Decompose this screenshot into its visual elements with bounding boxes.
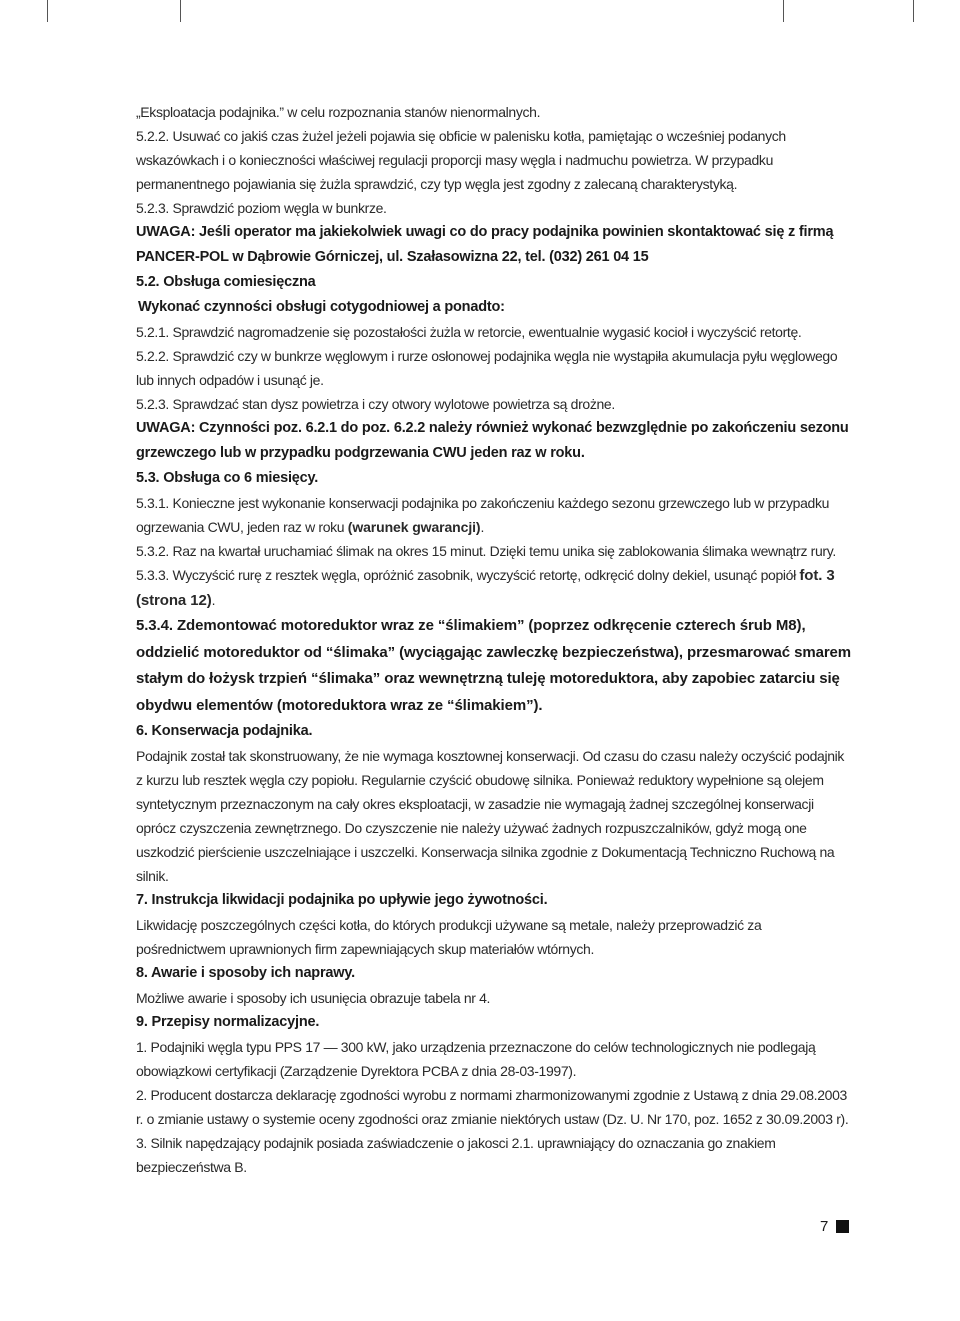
paragraph-5-3-2: 5.3.2. Raz na kwartał uruchamiać ślimak na okres 15 minut. Dzięki temu unika się zablokowania ślimaka wewnątrz rury.: [136, 543, 836, 559]
heading-8: 8. Awarie i sposoby ich naprawy.: [136, 965, 355, 981]
warranty-note: (warunek gwarancji): [347, 519, 481, 535]
crop-mark-left-outer: [47, 0, 48, 22]
document-body: [136, 100, 854, 1179]
paragraph-5-2-1b: 5.2.1. Sprawdzić nagromadzenie się pozostałości żużla w retorcie, ewentualnie wygasić kocioł i wyczyścić retortę.: [136, 324, 802, 340]
page-footer: [820, 1218, 849, 1235]
paragraph-5-3-3: [136, 563, 854, 613]
heading-9: 9. Przepisy normalizacyjne.: [136, 1014, 320, 1030]
paragraph-5-3-4: 5.3.4. Zdemontować motoreduktor wraz ze “ślimakiem” (poprzez odkręcenie czterech śrub M8), oddzielić motoreduktor od “ślimaka” (wyciągając zawleczkę bezpieczeństwa), przesmarować smarem stałym do łożysk trzpień “ślimaka” oraz wewnętrzną tuleję motoreduktora, aby zapobiec zatarciu się obydwu elementów (motoreduktora wraz ze “ślimakiem”).: [136, 617, 852, 714]
photo-reference: fot. 3 (strona 12): [136, 567, 835, 609]
paragraph-9-3: 3. Silnik napędzający podajnik posiada zaświadczenie o jakosci 2.1. uprawniający do oznaczania go znakiem bezpieczeństwa B.: [136, 1135, 776, 1175]
paragraph-5-2-2b: 5.2.2. Sprawdzić czy w bunkrze węglowym i rurze osłonowej podajnika węgla nie wystąpiła akumulacja pyłu węglowego lub innych odpadów i usunąć je.: [136, 348, 838, 388]
heading-5-2: 5.2. Obsługa comiesięczna: [136, 274, 316, 290]
paragraph-5-3-3-end: .: [211, 592, 216, 608]
paragraph-5-2-3: 5.2.3. Sprawdzić poziom węgla w bunkrze.: [136, 200, 387, 216]
subheading-5-2: Wykonać czynności obsługi cotygodniowej a ponadto:: [138, 299, 505, 315]
warning-contact: UWAGA: Jeśli operator ma jakiekolwiek uwagi co do pracy podajnika powinien skontaktować się z firmą PANCER-POL w Dąbrowie Górniczej, ul. Szałasowizna 22, tel. (032) 261 04 15: [136, 224, 834, 265]
paragraph-5-3-1-end: .: [480, 519, 485, 535]
crop-mark-left-inner: [180, 0, 181, 22]
paragraph-intro: „Eksploatacja podajnika.” w celu rozpoznania stanów nienormalnych.: [136, 104, 541, 120]
paragraph-6: Podajnik został tak skonstruowany, że nie wymaga kosztownej konserwacji. Od czasu do czasu należy oczyścić podajnik z kurzu lub resztek węgla czy popiołu. Regularnie czyścić obudowę silnika. Ponieważ reduktory wypełnione są olejem syntetycznym przeznaczonym na cały okres eksploatacji, w zasadzie nie wymagają żadnej szczególnej konserwacji oprócz czyszczenia zewnętrznego. Do czyszczenie nie należy używać żadnych rozpuszczalników, gdyż mogą one uszkodzić pierścienie uszczelniające i uszczelki. Konserwacja silnika zgodnie z Dokumentacją Techniczno Ruchową na silnik.: [136, 748, 845, 884]
paragraph-5-2-2: 5.2.2. Usuwać co jakiś czas żużel jeżeli pojawia się obficie w palenisku kotła, pamiętając o wcześniej podanych wskazówkach i o konieczności właściwej regulacji proporcji masy węgla i nadmuchu powietrza. W przypadku permanentnego pojawiania się żużla sprawdzić, czy typ węgla jest zgodny z zalecaną charakterystyką.: [136, 128, 786, 192]
page-number: 7: [820, 1218, 829, 1235]
paragraph-9-1: 1. Podajniki węgla typu PPS 17 — 300 kW, jako urządzenia przeznaczone do celów technologicznych nie podlegają obowiązkowi certyfikacji (Zarządzenie Dyrektora PCBA z dnia 28-03-1997).: [136, 1039, 816, 1079]
paragraph-8: Możliwe awarie i sposoby ich usunięcia obrazuje tabela nr 4.: [136, 990, 491, 1006]
paragraph-7: Likwidację poszczególnych części kotła, do których produkcji używane są metale, należy przeprowadzić za pośrednictwem uprawnionych firm zapewniających skup materiałów wtórnych.: [136, 917, 762, 957]
warning-season: UWAGA: Czynności poz. 6.2.1 do poz. 6.2.2 należy również wykonać bezwzględnie po zakończeniu sezonu grzewczego lub w przypadku podgrzewania CWU jeden raz w roku.: [136, 420, 849, 461]
crop-mark-right-outer: [913, 0, 914, 22]
heading-7: 7. Instrukcja likwidacji podajnika po upływie jego żywotności.: [136, 892, 548, 908]
paragraph-5-2-3b: 5.2.3. Sprawdzać stan dysz powietrza i czy otwory wylotowe powietrza są drożne.: [136, 396, 615, 412]
crop-mark-right-inner: [783, 0, 784, 22]
heading-5-3: 5.3. Obsługa co 6 miesięcy.: [136, 470, 319, 486]
paragraph-5-3-1-text: 5.3.1. Konieczne jest wykonanie konserwacji podajnika po zakończeniu każdego sezonu grzewczego lub w przypadku ogrzewania CWU, jeden raz w roku: [136, 495, 830, 535]
paragraph-5-3-1: [136, 491, 854, 539]
heading-6: 6. Konserwacja podajnika.: [136, 723, 313, 739]
black-square-icon: [836, 1220, 849, 1233]
paragraph-9-2: 2. Producent dostarcza deklarację zgodności wyrobu z normami zharmonizowanymi zgodnie z Ustawą z dnia 29.08.2003 r. o zmianie ustawy o systemie oceny zgodności oraz zmianie niektórych ustaw (Dz. U. Nr 170, poz. 1652 z 30.09.2003 r).: [136, 1087, 849, 1127]
paragraph-5-3-3-text: 5.3.3. Wyczyścić rurę z resztek węgla, opróżnić zasobnik, wyczyścić retortę, odkręcić dolny dekiel, usunąć popiół: [136, 567, 800, 583]
